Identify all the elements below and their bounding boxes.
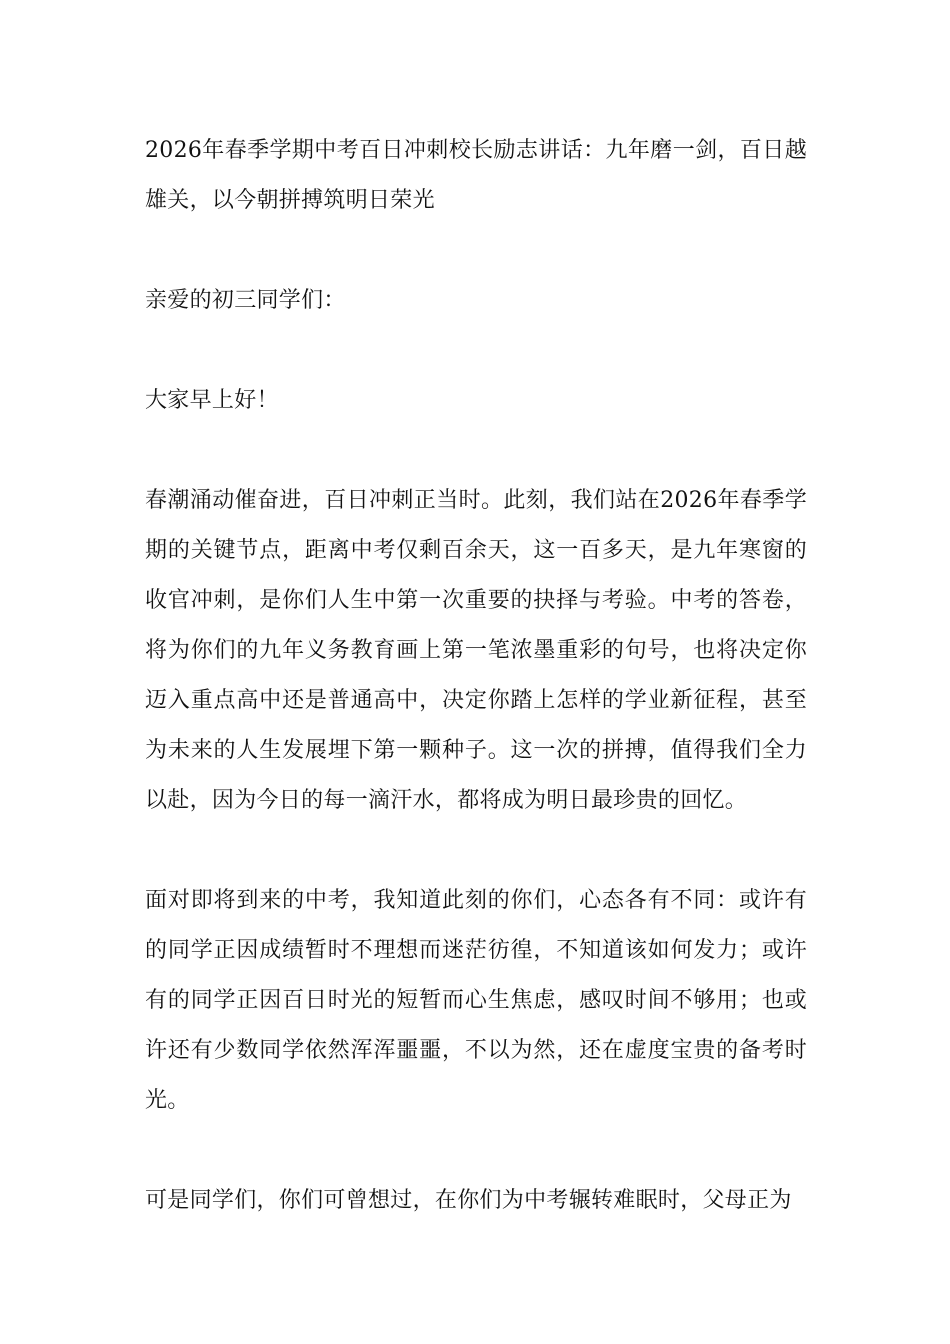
document-body [145,126,807,1226]
salutation: 亲爱的初三同学们： [145,288,346,313]
paragraph: 面对即将到来的中考，我知道此刻的你们，心态各有不同：或许有的同学正因成绩暂时不理想而迷茫彷徨，不知道该如何发力；或许有的同学正因百日时光的短暂而心生焦虑，感叹时间不够用；也或许还有少数同学依然浑浑噩噩，不以为然，还在虚度宝贵的备考时光。 [145,888,807,1113]
paragraph: 春潮涌动催奋进，百日冲刺正当时。此刻，我们站在2026年春季学期的关键节点，距离中考仅剩百余天，这一百多天，是九年寒窗的收官冲刺，是你们人生中第一次重要的抉择与考验。中考的答卷，将为你们的九年义务教育画上第一笔浓墨重彩的句号，也将决定你迈入重点高中还是普通高中，决定你踏上怎样的学业新征程，甚至为未来的人生发展埋下第一颗种子。这一次的拼搏，值得我们全力以赴，因为今日的每一滴汗水，都将成为明日最珍贵的回忆。 [145,488,807,813]
paragraph: 可是同学们，你们可曾想过，在你们为中考辗转难眠时，父母正为 [145,1188,792,1213]
document-title: 2026年春季学期中考百日冲刺校长励志讲话：九年磨一剑，百日越雄关，以今朝拼搏筑明日荣光 [145,138,807,213]
greeting: 大家早上好！ [145,388,279,413]
